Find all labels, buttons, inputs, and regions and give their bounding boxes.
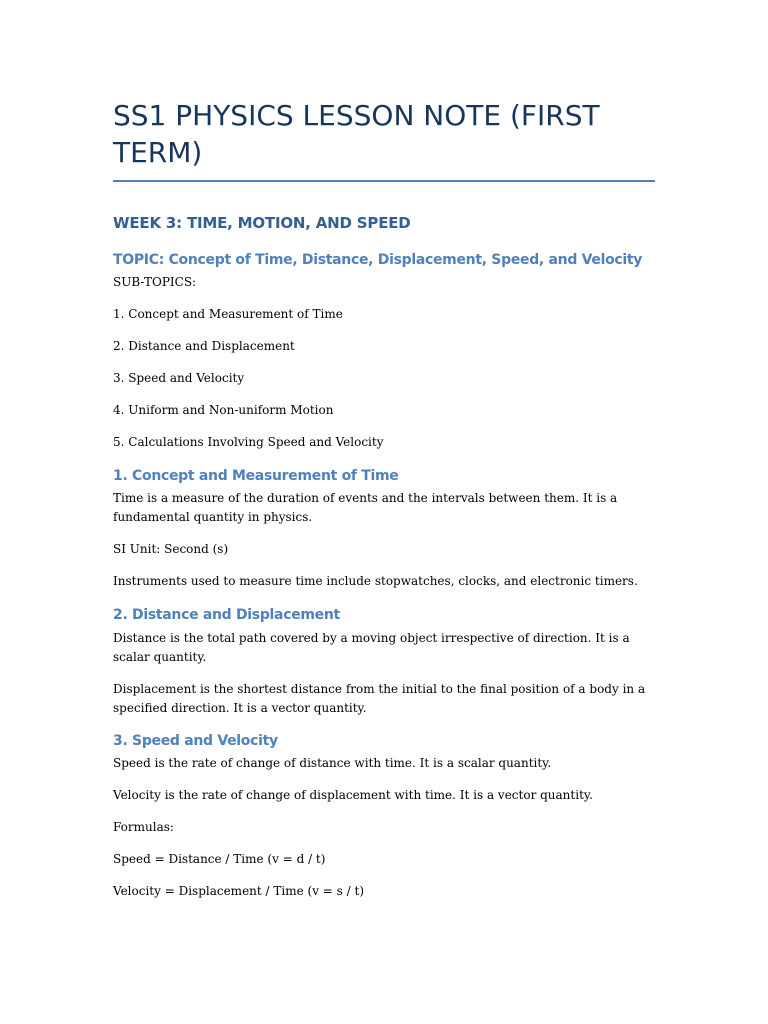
subtopic-item: 3. Speed and Velocity [113,371,245,385]
topic-heading: TOPIC: Concept of Time, Distance, Displacement, Speed, and Velocity [113,252,643,268]
title-divider [113,180,655,182]
section-paragraph: Distance is the total path covered by a moving object irrespective of direction. It is a scalar quantity. [113,631,630,664]
section-paragraph: Instruments used to measure time include stopwatches, clocks, and electronic timers. [113,574,638,588]
section-paragraph: Velocity is the rate of change of displacement with time. It is a vector quantity. [113,788,593,802]
section-paragraph: SI Unit: Second (s) [113,542,229,556]
section-paragraph: Time is a measure of the duration of events and the intervals between them. It is a fundamental quantity in physics. [113,491,618,524]
section-heading-distance: 2. Distance and Displacement [113,607,340,623]
week-heading: WEEK 3: TIME, MOTION, AND SPEED [113,214,411,232]
formulas-label: Formulas: [113,820,174,834]
section-paragraph: Speed is the rate of change of distance with time. It is a scalar quantity. [113,756,552,770]
section-paragraph: Displacement is the shortest distance from the initial to the final position of a body in a specified direction. It is a vector quantity. [113,682,646,715]
subtopics-label: SUB-TOPICS: [113,275,197,289]
subtopic-item: 4. Uniform and Non-uniform Motion [113,403,334,417]
velocity-formula: Velocity = Displacement / Time (v = s / t) [113,884,365,898]
section-heading-time: 1. Concept and Measurement of Time [113,468,399,484]
section-heading-speed: 3. Speed and Velocity [113,733,278,749]
subtopic-item: 1. Concept and Measurement of Time [113,307,343,321]
subtopic-item: 5. Calculations Involving Speed and Velocity [113,435,384,449]
subtopic-item: 2. Distance and Displacement [113,339,295,353]
document-title: SS1 PHYSICS LESSON NOTE (FIRST TERM) [113,99,600,169]
speed-formula: Speed = Distance / Time (v = d / t) [113,852,326,866]
